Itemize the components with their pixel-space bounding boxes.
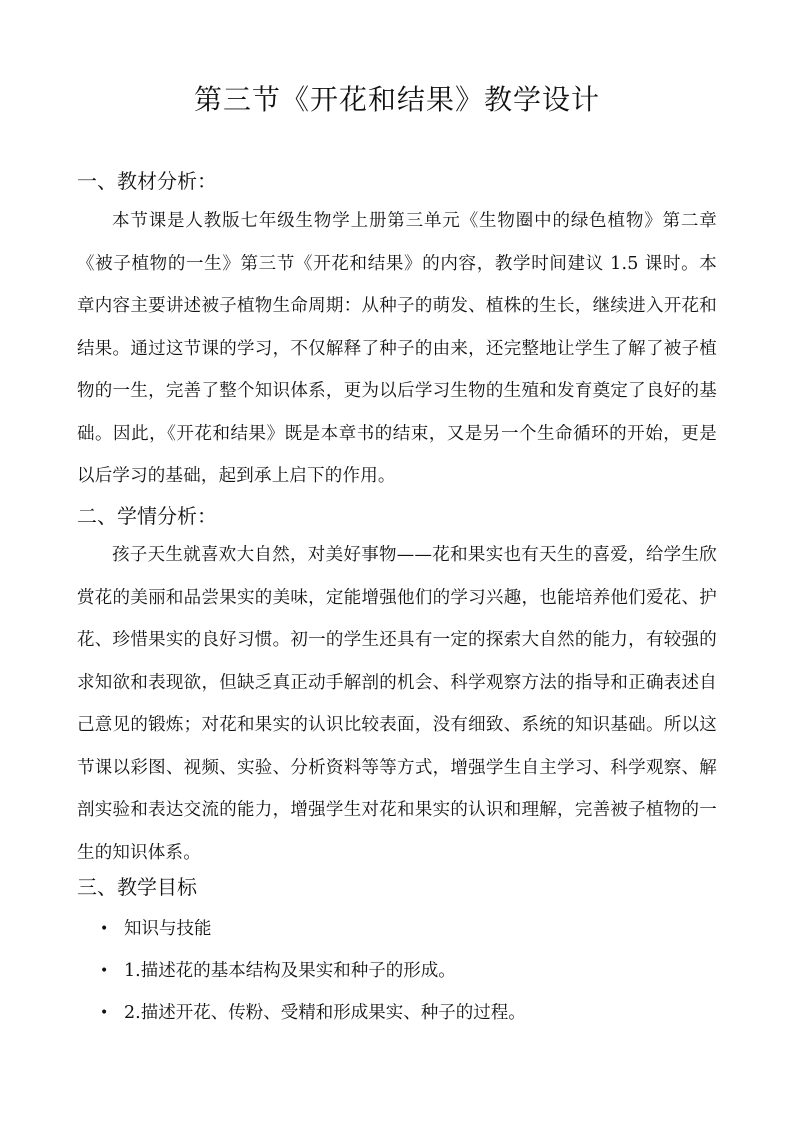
section-heading-teaching-goals: 三、教学目标 <box>77 875 197 899</box>
paragraph-student-analysis: 孩子天生就喜欢大自然，对美好事物——花和果实也有天生的喜爱，给学生欣赏花的美丽和品尝果实的美味，定能增强他们的学习兴趣，也能培养他们爱花、护花、珍惜果实的良好习惯。初一的学生还具有一定的探索大自然的能力，有较强的求知欲和表现欲，但缺乏真正动手解剖的机会、科学观察方法的指导和正确表述自己意见的锻炼；对花和果实的认识比较表面，没有细致、系统的知识基础。所以这节课以彩图、视频、实验、分析资料等等方式，增强学生自主学习、科学观察、解剖实验和表达交流的能力，增强学生对花和果实的认识和理解，完善被子植物的一生的知识体系。 <box>77 545 717 863</box>
bullet-icon: • <box>100 921 109 937</box>
list-item <box>100 992 720 1034</box>
section-heading-textbook-analysis: 一、教材分析： <box>77 169 217 193</box>
list-item <box>100 908 720 950</box>
bullet-icon: • <box>100 963 109 979</box>
teaching-goals-list <box>100 908 720 1034</box>
list-item-text: 知识与技能 <box>124 919 212 939</box>
list-item <box>100 950 720 992</box>
section-heading-student-analysis: 二、学情分析： <box>77 504 217 528</box>
list-item-text: 1.描述花的基本结构及果实和种子的形成。 <box>124 961 456 981</box>
bullet-icon: • <box>100 1005 109 1021</box>
list-item-text: 2.描述开花、传粉、受精和形成果实、种子的过程。 <box>124 1003 526 1023</box>
paragraph-textbook-analysis: 本节课是人教版七年级生物学上册第三单元《生物圈中的绿色植物》第二章《被子植物的一生》第三节《开花和结果》的内容，教学时间建议 1.5 课时。本章内容主要讲述被子植物生命周期：从种子的萌发、植株的生长，继续进入开花和结果。通过这节课的学习，不仅解释了种子的由来，还完整地让学生了解了被子植物的一生，完善了整个知识体系，更为以后学习生物的生殖和发育奠定了良好的基础。因此，《开花和结果》既是本章书的结束，又是另一个生命循环的开始，更是以后学习的基础，起到承上启下的作用。 <box>77 211 717 486</box>
page-title: 第三节《开花和结果》教学设计 <box>193 83 600 116</box>
